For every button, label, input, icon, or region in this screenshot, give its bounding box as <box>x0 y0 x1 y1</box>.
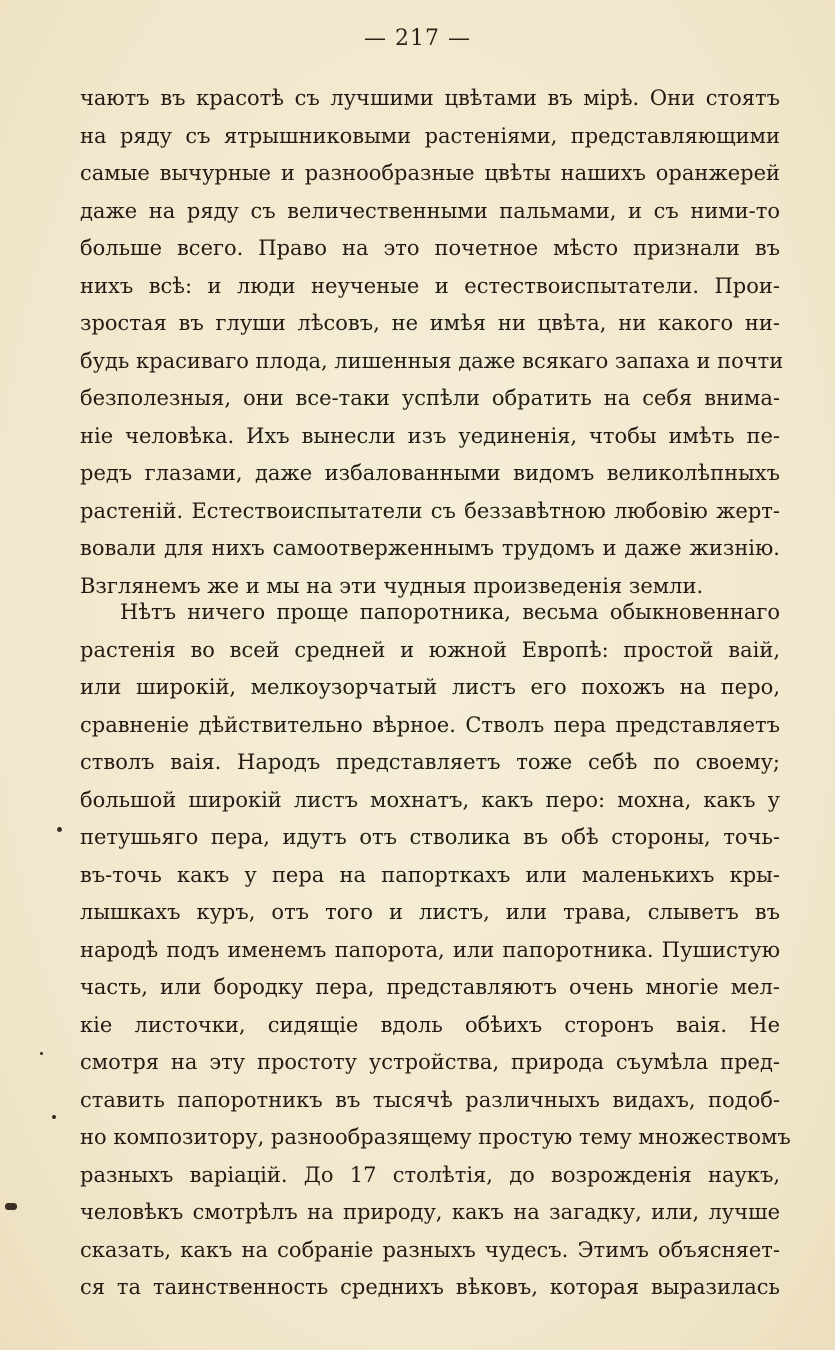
print-speck <box>40 1052 43 1055</box>
print-speck <box>52 1115 56 1119</box>
text-line: или широкій, мелкоузорчатый листъ его похожъ на перо, <box>80 675 780 699</box>
text-line: ставить папоротникъ въ тысячѣ различныхъ видахъ, подоб- <box>80 1087 780 1112</box>
text-line: будь красиваго плода, лишенныя даже всякаго запаха и почти <box>80 348 784 373</box>
text-line: редъ глазами, даже избалованными видомъ великолѣпныхъ <box>80 461 780 485</box>
text-line: смотря на эту простоту устройства, природа съумѣла пред- <box>80 1050 780 1074</box>
text-line: на ряду съ ятрышниковыми растеніями, представляющими <box>80 123 780 148</box>
text-line: Нѣтъ ничего проще папоротника, весьма обыкновеннаго <box>120 600 780 624</box>
text-line: человѣкъ смотрѣлъ на природу, какъ на загадку, или, лучше <box>80 1200 780 1224</box>
text-line: чаютъ въ красотѣ съ лучшими цвѣтами въ мірѣ. Они стоятъ <box>80 86 780 110</box>
text-line: часть, или бородку пера, представляютъ очень многіе мел- <box>80 975 780 999</box>
text-line: нихъ всѣ: и люди неученые и естествоиспытатели. Прои- <box>80 273 780 298</box>
text-line: ніе человѣка. Ихъ вынесли изъ уединенія, чтобы имѣть пе- <box>80 423 780 448</box>
text-line: больше всего. Право на это почетное мѣсто признали въ <box>80 236 780 260</box>
text-line: петушьяго пера, идутъ отъ стволика въ обѣ стороны, точь- <box>80 825 780 849</box>
text-line: вовали для нихъ самоотверженнымъ трудомъ и даже жизнію. <box>80 536 780 560</box>
text-line: разныхъ варіацій. До 17 столѣтія, до возрожденія наукъ, <box>80 1162 780 1187</box>
text-line: самые вычурные и разнообразные цвѣты нашихъ оранжерей <box>80 161 780 185</box>
text-line: растенія во всей средней и южной Европѣ: простой ваій, <box>80 637 780 662</box>
text-line: даже на ряду съ величественными пальмами, и съ ними-то <box>80 198 780 223</box>
text-line: сравненіе дѣйствительно вѣрное. Стволъ пера представляетъ <box>80 712 780 737</box>
page-number: — 217 — <box>364 26 471 51</box>
text-line: безполезныя, они все-таки успѣли обратить на себя внима- <box>80 386 780 410</box>
text-line: сказать, какъ на собраніе разныхъ чудесъ. Этимъ объясняет- <box>80 1237 780 1262</box>
text-line: кіе листочки, сидящіе вдоль обѣихъ сторонъ ваія. Не <box>80 1012 780 1037</box>
print-speck <box>57 827 62 832</box>
text-line: въ-точь какъ у пера на папорткахъ или маленькихъ кры- <box>80 862 780 887</box>
text-line: растеній. Естествоиспытатели съ беззавѣтною любовію жерт- <box>80 498 780 523</box>
text-line: большой широкій листъ мохнатъ, какъ перо: мохна, какъ у <box>80 787 780 812</box>
text-line: стволъ ваія. Народъ представляетъ тоже себѣ по своему; <box>80 750 780 774</box>
text-line: народѣ подъ именемъ папорота, или папоротника. Пушистую <box>80 937 780 962</box>
text-line: лышкахъ куръ, отъ того и листъ, или трава, слыветъ въ <box>80 900 780 924</box>
print-speck <box>5 1203 17 1210</box>
text-line: зростая въ глуши лѣсовъ, не имѣя ни цвѣта, ни какого ни- <box>80 311 780 335</box>
text-line: ся та таинственность среднихъ вѣковъ, которая выразилась <box>80 1275 780 1299</box>
text-line: но композитору, разнообразящему простую тему множествомъ <box>80 1125 791 1149</box>
text-line: Взглянемъ же и мы на эти чудныя произведенія земли. <box>80 573 704 598</box>
